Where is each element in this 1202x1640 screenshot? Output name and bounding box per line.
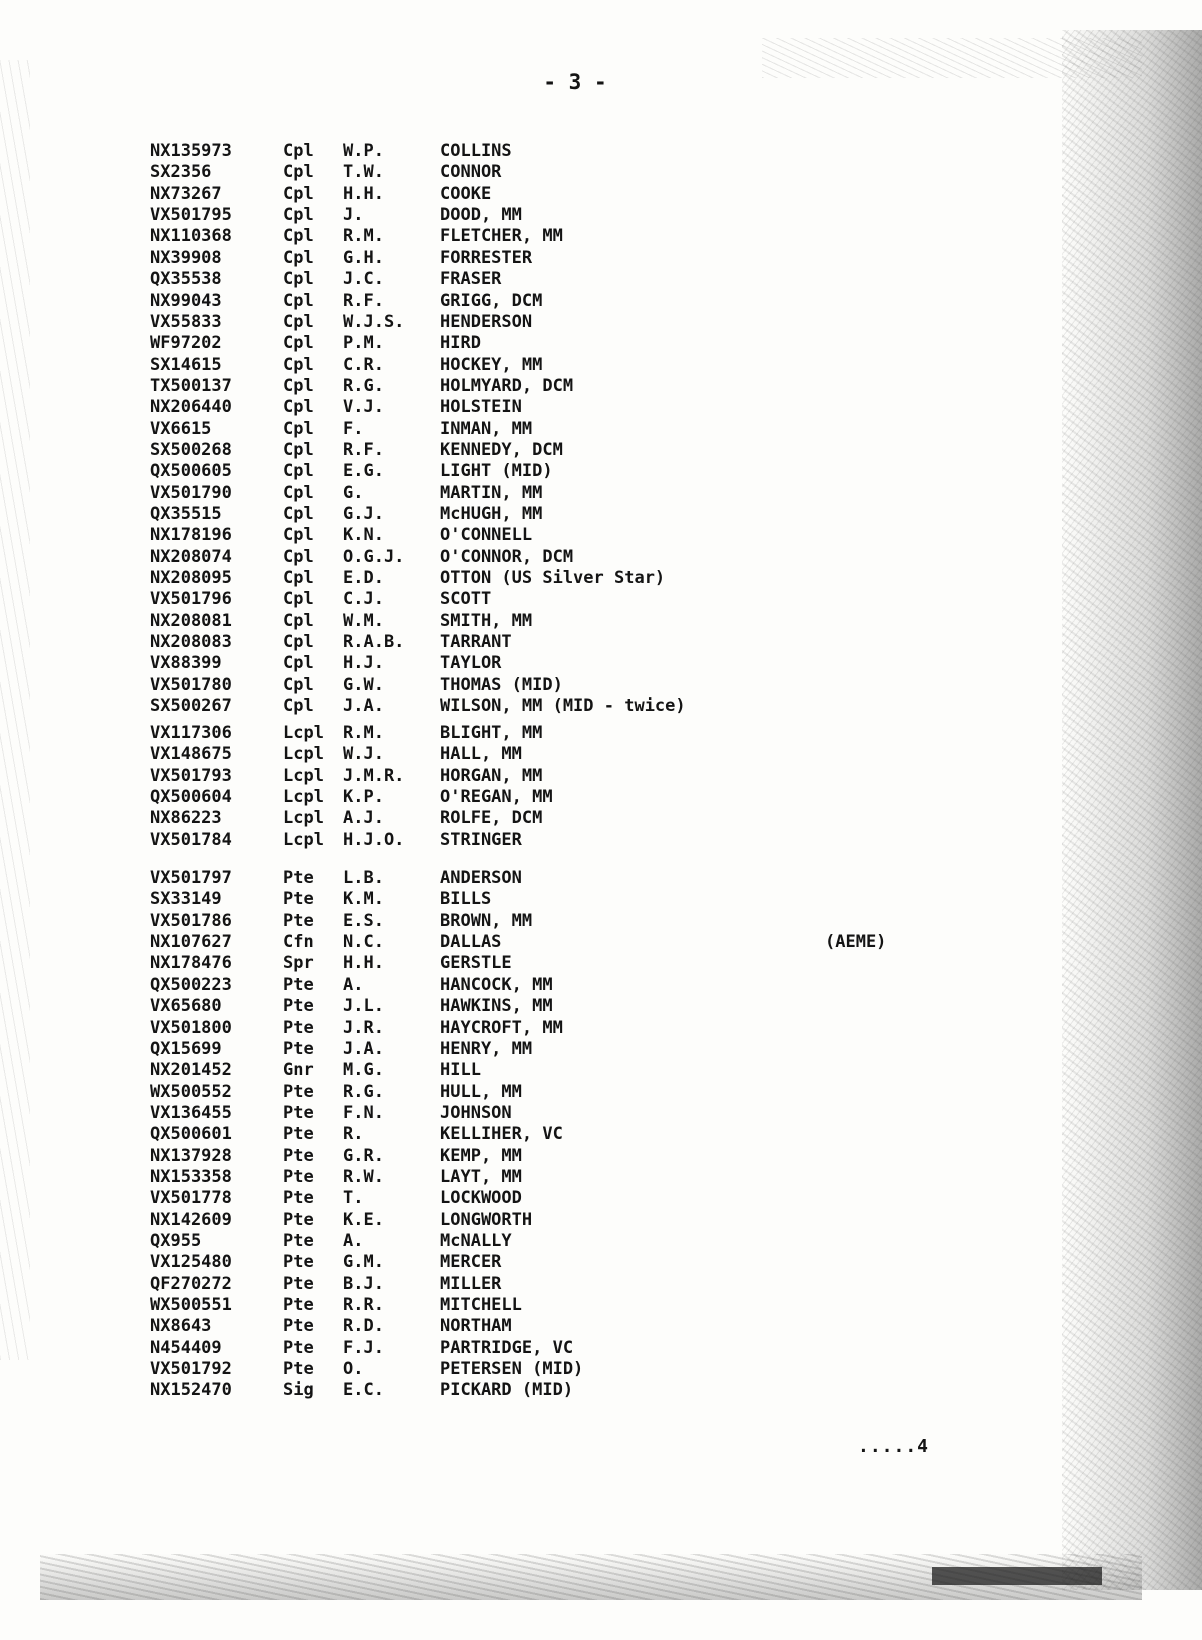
service-number: NX110368 [150,226,232,247]
rank: Cfn [283,932,314,952]
surname: JOHNSON [440,1102,512,1123]
initials: R.W. [343,1166,384,1187]
rank: Pte [283,1273,314,1294]
surname: BROWN, MM [440,910,533,931]
rank: Pte [283,996,314,1017]
initials: G.M. [343,1252,384,1273]
surname: DALLAS [440,932,502,952]
surname: HALL, MM [440,744,522,765]
surname: CONNOR [440,162,502,183]
service-number: VX501796 [150,589,232,610]
surname: O'CONNELL [440,525,533,546]
service-number: VX501795 [150,205,232,226]
service-number: NX39908 [150,247,222,268]
rank: Pte [283,1209,314,1230]
surname: HIRD [440,333,481,354]
service-number: NX178476 [150,953,232,974]
rank: Pte [283,1295,314,1315]
rank: Cpl [283,504,314,524]
rank: Gnr [283,1060,314,1081]
initials: E.C. [343,1380,384,1401]
rank: Lcpl [283,744,324,765]
service-number: NX99043 [150,290,222,311]
surname: ANDERSON [440,868,522,888]
surname: LIGHT (MID) [440,461,553,482]
rank: Pte [283,910,314,931]
initials: H.J.O. [343,829,405,850]
service-number: QX500223 [150,974,232,995]
service-number: NX135973 [150,141,232,161]
rank: Pte [283,1252,314,1273]
service-number: VX501792 [150,1359,232,1379]
unit-note: (AEME) [825,932,887,952]
surname: BLIGHT, MM [440,723,543,743]
initials: R.M. [343,226,384,247]
service-number: NX73267 [150,183,222,204]
initials: W.P. [343,141,384,161]
service-number: SX33149 [150,889,222,910]
initials: N.C. [343,932,384,952]
surname: LOCKWOOD [440,1188,522,1209]
service-number: VX148675 [150,744,232,765]
initials: K.M. [343,889,384,910]
surname: HAWKINS, MM [440,996,553,1017]
surname: BILLS [440,889,492,910]
surname: FRASER [440,269,502,290]
rank: Cpl [283,568,314,588]
rank: Pte [283,1124,314,1145]
surname: FORRESTER [440,247,533,268]
initials: G. [343,482,364,503]
initials: O.G.J. [343,546,405,567]
initials: B.J. [343,1273,384,1294]
initials: V.J. [343,397,384,418]
initials: J.C. [343,269,384,290]
rank: Lcpl [283,723,324,743]
rank: Cpl [283,247,314,268]
initials: R.M. [343,723,384,743]
page-number: - 3 - [543,70,607,94]
surname: KELLIHER, VC [440,1124,563,1145]
surname: HOCKEY, MM [440,354,543,375]
initials: F. [343,418,364,439]
service-number: NX142609 [150,1209,232,1230]
surname: O'CONNOR, DCM [440,546,574,567]
surname: SMITH, MM [440,610,533,631]
rank: Cpl [283,141,314,161]
service-number: QX35538 [150,269,222,290]
initials: L.B. [343,868,384,888]
initials: J.R. [343,1017,384,1038]
initials: H.H. [343,953,384,974]
rank: Cpl [283,632,314,652]
initials: E.G. [343,461,384,482]
initials: F.J. [343,1337,384,1358]
service-number: QX500601 [150,1124,232,1145]
rank: Cpl [283,162,314,183]
rank: Pte [283,1166,314,1187]
service-number: NX137928 [150,1145,232,1166]
service-number: VX117306 [150,723,232,743]
rank: Pte [283,1145,314,1166]
surname: HILL [440,1060,481,1081]
service-number: VX501786 [150,910,232,931]
initials: O. [343,1359,364,1379]
surname: NORTHAM [440,1316,512,1337]
surname: HENDERSON [440,311,533,332]
rank: Lcpl [283,808,324,829]
scan-noise-bar [932,1567,1102,1585]
rank: Cpl [283,418,314,439]
service-number: VX501797 [150,868,232,888]
surname: WILSON, MM (MID - twice) [440,696,686,717]
service-number: NX86223 [150,808,222,829]
initials: A. [343,1231,364,1251]
surname: OTTON (US Silver Star) [440,568,666,588]
rank: Cpl [283,269,314,290]
surname: TAYLOR [440,653,502,674]
service-number: NX208074 [150,546,232,567]
initials: R.F. [343,290,384,311]
initials: J.A. [343,1038,384,1059]
service-number: WX500551 [150,1295,232,1315]
service-number: VX88399 [150,653,222,674]
initials: G.J. [343,504,384,524]
surname: GRIGG, DCM [440,290,543,311]
service-number: WX500552 [150,1081,232,1102]
rank: Cpl [283,610,314,631]
rank: Cpl [283,653,314,674]
rank: Pte [283,1038,314,1059]
surname: PARTRIDGE, VC [440,1337,574,1358]
rank: Cpl [283,525,314,546]
rank: Pte [283,1081,314,1102]
rank: Cpl [283,333,314,354]
service-number: SX500267 [150,696,232,717]
rank: Cpl [283,354,314,375]
surname: MERCER [440,1252,502,1273]
surname: McHUGH, MM [440,504,543,524]
surname: PICKARD (MID) [440,1380,574,1401]
initials: R.F. [343,439,384,460]
initials: G.R. [343,1145,384,1166]
surname: HENRY, MM [440,1038,533,1059]
service-number: QX955 [150,1231,202,1251]
service-number: VX501778 [150,1188,232,1209]
initials: G.W. [343,674,384,695]
surname: ROLFE, DCM [440,808,543,829]
rank: Cpl [283,226,314,247]
surname: THOMAS (MID) [440,674,563,695]
service-number: VX65680 [150,996,222,1017]
rank: Cpl [283,461,314,482]
rank: Cpl [283,439,314,460]
service-number: NX201452 [150,1060,232,1081]
service-number: WF97202 [150,333,222,354]
initials: J.L. [343,996,384,1017]
service-number: QX500605 [150,461,232,482]
initials: P.M. [343,333,384,354]
service-number: NX107627 [150,932,232,952]
rank: Spr [283,953,314,974]
service-number: NX153358 [150,1166,232,1187]
service-number: VX501784 [150,829,232,850]
rank: Pte [283,1359,314,1379]
rank: Pte [283,1102,314,1123]
surname: PETERSEN (MID) [440,1359,584,1379]
rank: Pte [283,1316,314,1337]
service-number: NX208081 [150,610,232,631]
service-number: VX501780 [150,674,232,695]
surname: STRINGER [440,829,522,850]
rank: Cpl [283,546,314,567]
service-number: VX6615 [150,418,212,439]
initials: A. [343,974,364,995]
surname: HORGAN, MM [440,765,543,786]
initials: W.M. [343,610,384,631]
surname: HAYCROFT, MM [440,1017,563,1038]
scan-noise-left [0,60,30,1360]
rank: Pte [283,889,314,910]
surname: LONGWORTH [440,1209,533,1230]
rank: Pte [283,1017,314,1038]
initials: R.A.B. [343,632,405,652]
rank: Cpl [283,205,314,226]
service-number: VX125480 [150,1252,232,1273]
surname: MILLER [440,1273,502,1294]
surname: SCOTT [440,589,492,610]
rank: Cpl [283,696,314,717]
surname: HOLSTEIN [440,397,522,418]
service-number: VX136455 [150,1102,232,1123]
surname: LAYT, MM [440,1166,522,1187]
service-number: N454409 [150,1337,222,1358]
service-number: VX501790 [150,482,232,503]
continuation-marker: .....4 [858,1436,930,1457]
rank: Lcpl [283,787,324,807]
rank: Pte [283,974,314,995]
service-number: VX501793 [150,765,232,786]
surname: HANCOCK, MM [440,974,553,995]
service-number: NX206440 [150,397,232,418]
surname: HULL, MM [440,1081,522,1102]
initials: W.J. [343,744,384,765]
rank: Sig [283,1380,314,1401]
service-number: NX178196 [150,525,232,546]
initials: E.S. [343,910,384,931]
initials: K.P. [343,787,384,807]
scan-noise-right [1062,30,1202,1590]
surname: TARRANT [440,632,512,652]
initials: H.J. [343,653,384,674]
initials: R.G. [343,375,384,396]
surname: HOLMYARD, DCM [440,375,574,396]
service-number: QF270272 [150,1273,232,1294]
initials: T.W. [343,162,384,183]
rank: Lcpl [283,829,324,850]
initials: J. [343,205,364,226]
initials: K.N. [343,525,384,546]
initials: R. [343,1124,364,1145]
surname: FLETCHER, MM [440,226,563,247]
initials: R.G. [343,1081,384,1102]
rank: Cpl [283,397,314,418]
service-number: SX2356 [150,162,212,183]
service-number: SX500268 [150,439,232,460]
service-number: NX208095 [150,568,232,588]
initials: M.G. [343,1060,384,1081]
service-number: VX55833 [150,311,222,332]
rank: Pte [283,1188,314,1209]
rank: Cpl [283,311,314,332]
surname: KENNEDY, DCM [440,439,563,460]
initials: T. [343,1188,364,1209]
surname: DOOD, MM [440,205,522,226]
rank: Pte [283,1337,314,1358]
initials: R.R. [343,1295,384,1315]
initials: K.E. [343,1209,384,1230]
service-number: NX152470 [150,1380,232,1401]
initials: J.M.R. [343,765,405,786]
service-number: NX8643 [150,1316,212,1337]
rank: Cpl [283,674,314,695]
initials: F.N. [343,1102,384,1123]
service-number: QX500604 [150,787,232,807]
initials: E.D. [343,568,384,588]
rank: Pte [283,868,314,888]
rank: Cpl [283,482,314,503]
initials: J.A. [343,696,384,717]
rank: Lcpl [283,765,324,786]
service-number: QX35515 [150,504,222,524]
surname: MITCHELL [440,1295,522,1315]
surname: KEMP, MM [440,1145,522,1166]
initials: A.J. [343,808,384,829]
service-number: VX501800 [150,1017,232,1038]
initials: C.R. [343,354,384,375]
rank: Cpl [283,375,314,396]
service-number: QX15699 [150,1038,222,1059]
rank: Cpl [283,589,314,610]
service-number: NX208083 [150,632,232,652]
surname: COOKE [440,183,492,204]
surname: COLLINS [440,141,512,161]
initials: W.J.S. [343,311,405,332]
surname: O'REGAN, MM [440,787,553,807]
rank: Cpl [283,183,314,204]
initials: C.J. [343,589,384,610]
initials: R.D. [343,1316,384,1337]
surname: GERSTLE [440,953,512,974]
initials: H.H. [343,183,384,204]
rank: Cpl [283,290,314,311]
rank: Pte [283,1231,314,1251]
surname: INMAN, MM [440,418,533,439]
surname: MARTIN, MM [440,482,543,503]
service-number: SX14615 [150,354,222,375]
initials: G.H. [343,247,384,268]
service-number: TX500137 [150,375,232,396]
surname: McNALLY [440,1231,512,1251]
